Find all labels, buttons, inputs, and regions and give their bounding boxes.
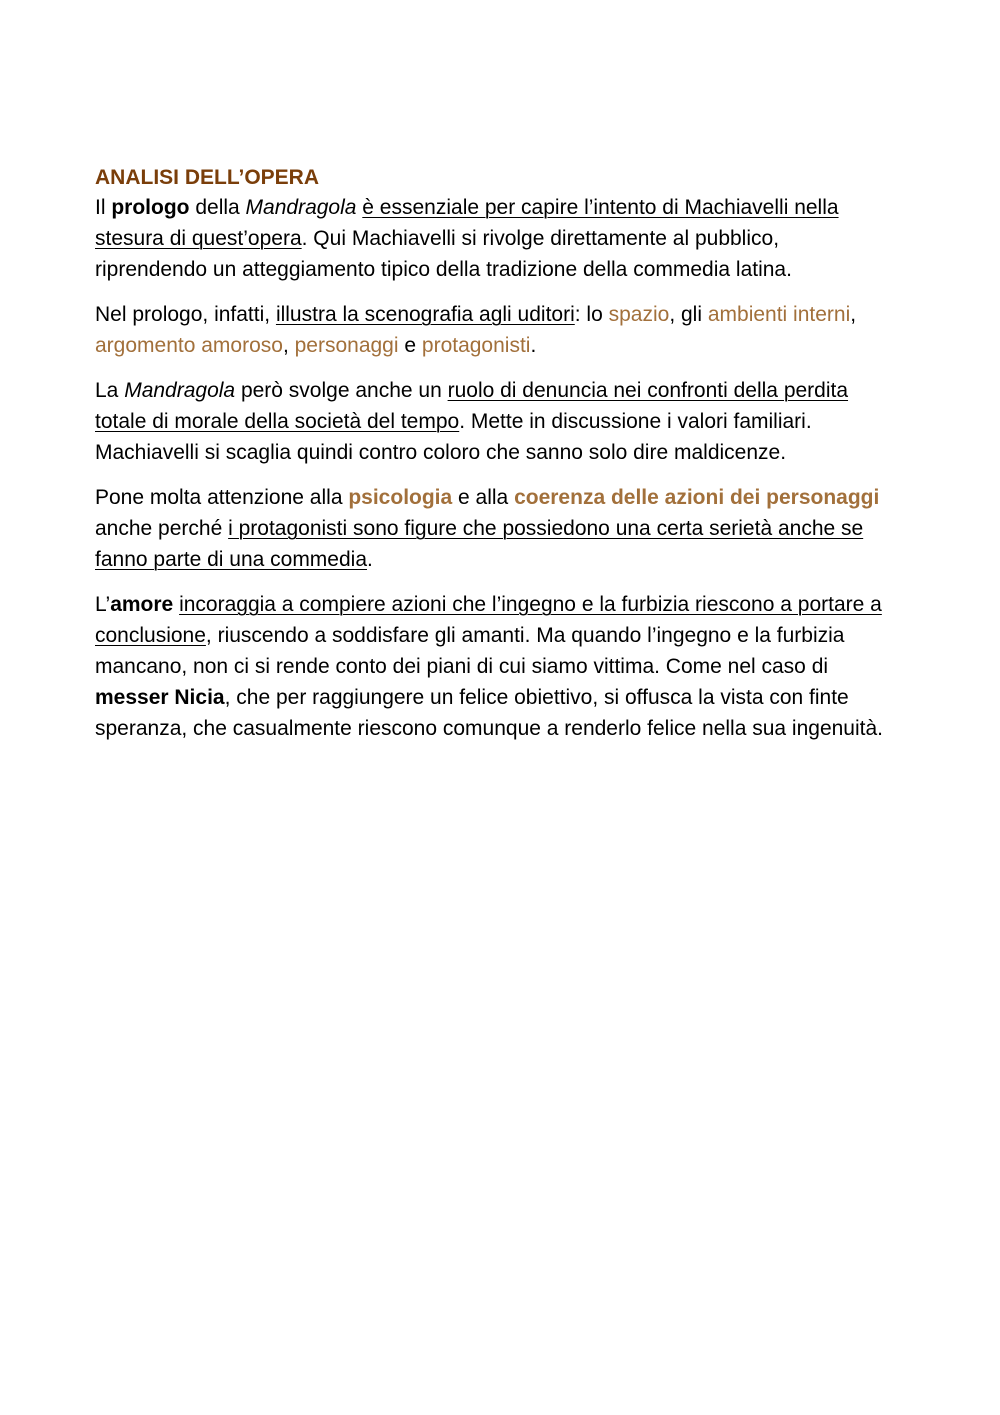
accent-term-spazio: spazio (608, 303, 670, 326)
section-heading: ANALISI DELL’OPERA (95, 166, 320, 189)
text-span: e (398, 334, 422, 357)
paragraph-amore (95, 589, 895, 744)
text-span: Nel prologo, infatti, (95, 303, 276, 326)
paragraph-psicologia (95, 482, 895, 575)
text-span: : lo (574, 303, 609, 326)
accent-term-personaggi: personaggi (294, 334, 399, 357)
text-span: e alla (452, 486, 515, 509)
text-span: . Mette in discussione i valori familiari. Machiavelli si scaglia quindi contro coloro che sanno solo dire maldicenze. (95, 410, 812, 464)
text-span: anche perché (95, 517, 229, 540)
accent-term-protagonisti: protagonisti (421, 334, 531, 357)
text-span: della (189, 196, 246, 219)
bold-term-prologo: prologo (111, 196, 190, 219)
text-span: La (95, 379, 125, 402)
text-span: però svolge anche un (235, 379, 448, 402)
underlined-phrase: è essenziale per capire l’intento di Machiavelli nella stesura di quest’opera (95, 196, 839, 250)
underlined-phrase: illustra la scenografia agli uditori (275, 303, 575, 326)
paragraph-scenografia (95, 299, 895, 361)
bold-term-amore: amore (110, 593, 174, 616)
accent-term-argomento: argomento amoroso (95, 334, 283, 357)
paragraph-denuncia (95, 375, 895, 468)
accent-bold-psicologia: psicologia (348, 486, 453, 509)
text-span: . Qui Machiavelli si rivolge direttamente al pubblico, riprendendo un atteggiamento tipico della tradizione della commedia latina. (95, 227, 792, 281)
italic-title-mandragola: Mandragola (245, 196, 357, 219)
italic-title-mandragola: Mandragola (124, 379, 236, 402)
text-span: . (367, 548, 373, 571)
text-span: , gli (669, 303, 708, 326)
underlined-phrase: i protagonisti sono figure che possiedono una certa serietà anche se fanno parte di una commedia (95, 517, 864, 571)
text-span: Pone molta attenzione alla (95, 486, 349, 509)
accent-bold-coerenza: coerenza delle azioni dei personaggi (514, 486, 880, 509)
text-span: L’ (95, 593, 111, 616)
accent-term-ambienti: ambienti interni (707, 303, 851, 326)
text-span: . (530, 334, 537, 357)
underlined-phrase: incoraggia a compiere azioni che l’ingegno e la furbizia riescono a portare a conclusione (95, 593, 882, 647)
text-span: , (282, 334, 295, 357)
document-page (95, 163, 895, 758)
paragraph-prologo (95, 192, 895, 285)
text-span: Il (95, 196, 112, 219)
text-span: , che per raggiungere un felice obiettivo, si offusca la vista con finte speranza, che casualmente riescono comunque a renderlo felice nella sua ingenuità. (95, 686, 883, 740)
underlined-phrase: ruolo di denuncia nei confronti della perdita totale di morale della società del tempo (95, 379, 849, 433)
bold-term-messer-nicia: messer Nicia (95, 686, 225, 709)
text-span: , (850, 303, 857, 326)
text-span: , riuscendo a soddisfare gli amanti. Ma quando l’ingegno e la furbizia mancano, non ci si rende conto dei piani di cui siamo vittima. Come nel caso di (95, 624, 845, 678)
